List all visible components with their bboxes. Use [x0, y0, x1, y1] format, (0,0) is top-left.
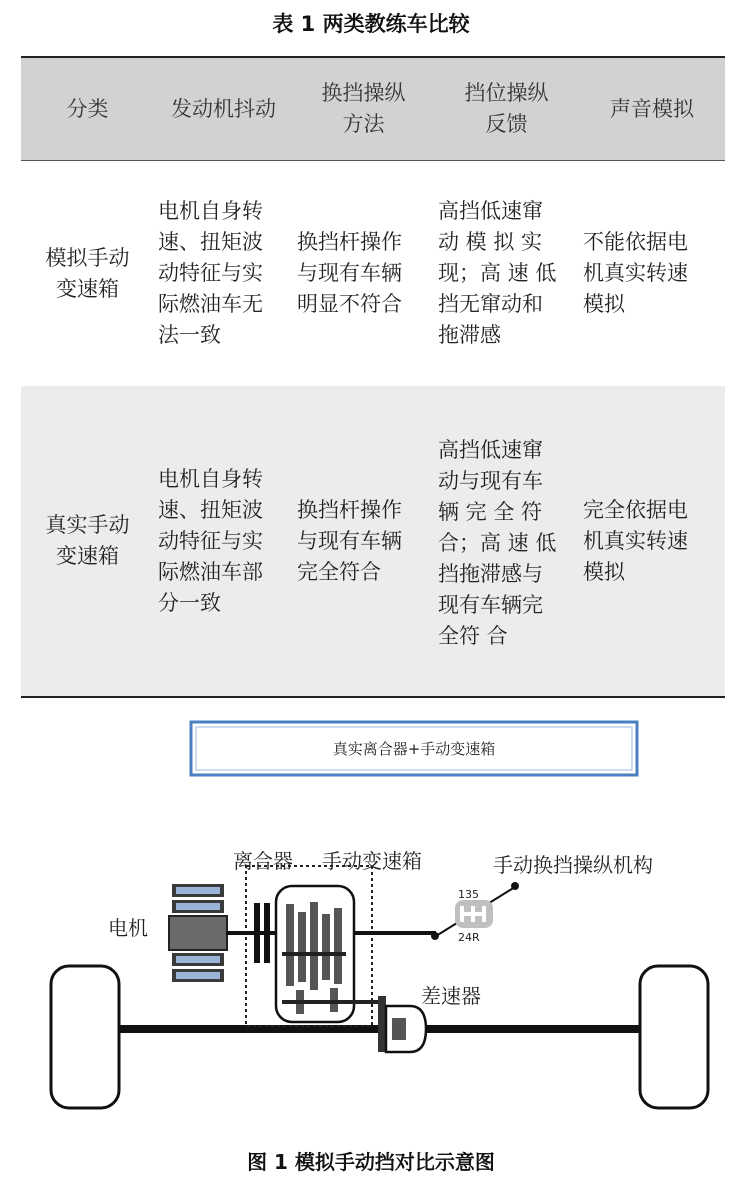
motor [169, 884, 227, 982]
header-gear-feedback: 挡位操纵 反馈 [434, 57, 579, 161]
table-caption: 表 1 两类教练车比较 [272, 12, 470, 36]
table-header-row [21, 57, 725, 161]
cell-shift-method: 换挡杆操作 与现有车辆 完全符合 [293, 386, 434, 697]
header-sound-simulation: 声音模拟 [579, 57, 725, 161]
differential [378, 996, 426, 1052]
gearbox-label: 手动变速箱 [322, 849, 422, 873]
shifter-label: 手动换挡操纵机构 [493, 853, 653, 877]
cell-sound-simulation: 完全依据电 机真实转速 模拟 [579, 386, 725, 697]
table-row [21, 386, 725, 697]
table-row [21, 161, 725, 387]
diagram-title: 真实离合器+手动变速箱 [332, 740, 496, 758]
gearbox [276, 886, 378, 1022]
cell-shift-method: 换挡杆操作 与现有车辆 明显不符合 [293, 161, 434, 387]
cell-engine-vibration: 电机自身转 速、扭矩波 动特征与实 际燃油车无 法一致 [154, 161, 293, 387]
row-category: 模拟手动 变速箱 [21, 161, 154, 387]
figure-caption: 图 1 模拟手动挡对比示意图 [247, 1150, 495, 1174]
differential-label: 差速器 [421, 984, 481, 1008]
row-category: 真实手动 变速箱 [21, 386, 154, 697]
header-engine-vibration: 发动机抖动 [154, 57, 293, 161]
left-wheel [51, 966, 119, 1108]
gear-gate-top-label: 135 [458, 888, 479, 901]
cell-gear-feedback: 高挡低速窜 动 模 拟 实 现；高 速 低 挡无窜动和 拖滞感 [434, 161, 579, 387]
comparison-table [21, 56, 725, 698]
motor-label: 电机 [108, 916, 148, 940]
cell-gear-feedback: 高挡低速窜 动与现有车 辆 完 全 符 合；高 速 低 挡拖滞感与 现有车辆完 全符 合 [434, 386, 579, 697]
clutch-label: 离合器 [233, 849, 293, 873]
cell-sound-simulation: 不能依据电 机真实转速 模拟 [579, 161, 725, 387]
cell-engine-vibration: 电机自身转 速、扭矩波 动特征与实 际燃油车部 分一致 [154, 386, 293, 697]
gear-gate-bottom-label: 24R [458, 931, 480, 944]
drivetrain-diagram [0, 700, 742, 1140]
gear-gate-icon [455, 900, 493, 928]
right-wheel [640, 966, 708, 1108]
header-category: 分类 [21, 57, 154, 161]
header-shift-method: 换挡操纵 方法 [293, 57, 434, 161]
